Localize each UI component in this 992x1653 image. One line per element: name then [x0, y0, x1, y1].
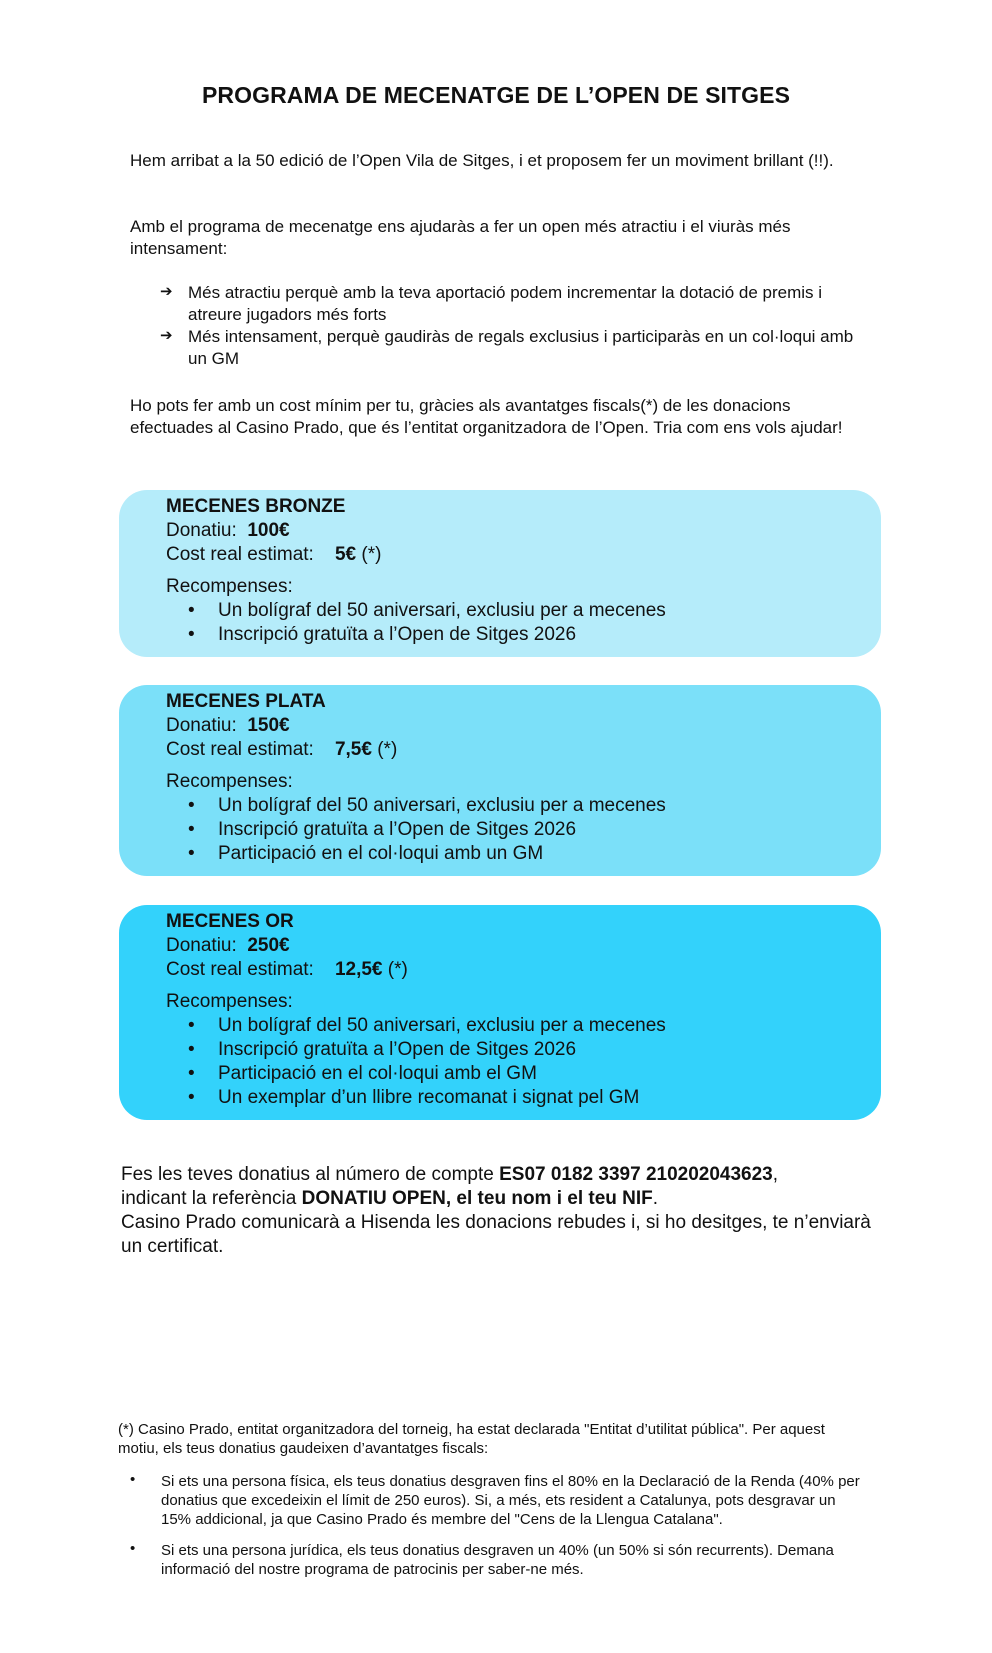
cost-label: Cost real estimat:: [166, 959, 314, 980]
donation-amount: 100€: [247, 520, 290, 541]
payment-text: Fes les teves donatius al número de compte: [121, 1164, 500, 1185]
reward-item: [166, 1062, 871, 1086]
bank-account: ES07 0182 3397 210202043623: [499, 1164, 773, 1185]
intro-text-2: Amb el programa de mecenatge ens ajudaràs a fer un open més atractiu i el viuràs més intensament:: [130, 217, 791, 258]
reward-text: Inscripció gratuïta a l’Open de Sitges 2026: [218, 819, 577, 840]
reward-item: [166, 1014, 871, 1038]
rewards-list: [166, 599, 871, 647]
bullet-icon: •: [188, 600, 195, 621]
reward-text: Participació en el col·loqui amb el GM: [218, 1063, 537, 1084]
payment-text: indicant la referència: [121, 1188, 302, 1209]
footnote: [118, 1420, 863, 1591]
reward-text: Inscripció gratuïta a l’Open de Sitges 2026: [218, 624, 577, 645]
arrow-icon: ➔: [160, 327, 173, 344]
cost-label: Cost real estimat:: [166, 739, 314, 760]
bullet-icon: •: [130, 1471, 136, 1488]
donation-amount: 150€: [247, 715, 290, 736]
donation-label: Donatiu:: [166, 935, 237, 956]
intro-paragraph-1: [130, 150, 875, 172]
bullet-icon: •: [188, 624, 195, 645]
payment-line-3: Casino Prado comunicarà a Hisenda les donacions rebudes i, si ho desitges, te n’enviarà un certificat.: [121, 1212, 871, 1257]
bullet-icon: •: [188, 1063, 195, 1084]
asterisk-note: (*): [387, 959, 408, 980]
bullet-icon: •: [188, 1087, 195, 1108]
bullet-icon: •: [188, 1015, 195, 1036]
asterisk-note: (*): [361, 544, 382, 565]
payment-line-2: [121, 1187, 881, 1211]
donation-label: Donatiu:: [166, 715, 237, 736]
reward-item: [166, 794, 871, 818]
tier-name: MECENES OR: [166, 911, 294, 932]
reward-item: [166, 599, 871, 623]
intro-bullet: [160, 326, 870, 370]
reward-item: [166, 818, 871, 842]
intro-paragraph-2: [130, 216, 875, 260]
reward-text: Un bolígraf del 50 aniversari, exclusiu per a mecenes: [218, 600, 666, 621]
rewards-label: Recompenses:: [166, 991, 293, 1012]
footnote-list: [118, 1472, 863, 1579]
reward-text: Un exemplar d’un llibre recomanat i signat pel GM: [218, 1087, 640, 1108]
intro-bullet-text: Més atractiu perquè amb la teva aportació podem incrementar la dotació de premis i atreure jugadors més forts: [188, 283, 823, 324]
footnote-intro: (*) Casino Prado, entitat organitzadora del torneig, ha estat declarada "Entitat d’utilitat pública". Per aquest motiu, els teus donatius gaudeixen d’avantatges fiscals:: [118, 1421, 825, 1457]
bullet-icon: •: [188, 819, 195, 840]
cost-amount: 12,5€: [334, 959, 383, 980]
intro-paragraph-3: [130, 395, 875, 439]
intro-text-3: Ho pots fer amb un cost mínim per tu, gràcies als avantatges fiscals(*) de les donacions efectuades al Casino Prado, que és l’entitat organitzadora de l’Open. Tria com ens vols ajudar!: [130, 396, 843, 437]
footnote-item: [118, 1541, 863, 1579]
bullet-icon: •: [188, 795, 195, 816]
footnote-text: Si ets una persona física, els teus donatius desgraven fins el 80% en la Declaració de la Renda (40% per donatius que excedeixin el límit de 250 euros). Si, a més, ets resident a Catalunya, pots desgravar un 15% addicional, ja que Casino Prado és membre del "Cens de la Llengua Catalana".: [161, 1473, 860, 1528]
reward-text: Un bolígraf del 50 aniversari, exclusiu per a mecenes: [218, 1015, 666, 1036]
reward-text: Participació en el col·loqui amb un GM: [218, 843, 544, 864]
cost-line: [166, 738, 871, 762]
reward-item: [166, 1086, 871, 1110]
donation-line: [166, 714, 871, 738]
tier-name: MECENES PLATA: [166, 691, 326, 712]
footnote-text: Si ets una persona jurídica, els teus donatius desgraven un 40% (un 50% si són recurrents). Demana informació del nostre programa de patrocinis per saber-ne més.: [161, 1542, 834, 1578]
reward-item: [166, 623, 871, 647]
tier-card-or: [119, 905, 881, 1120]
intro-bullet-list: [160, 282, 870, 370]
cost-line: [166, 958, 871, 982]
intro-text-1: Hem arribat a la 50 edició de l’Open Vila de Sitges, i et proposem fer un moviment brillant (!!).: [130, 151, 834, 170]
tier-name: MECENES BRONZE: [166, 496, 346, 517]
cost-label: Cost real estimat:: [166, 544, 314, 565]
payment-text: .: [652, 1188, 659, 1209]
page-title: PROGRAMA DE MECENATGE DE L’OPEN DE SITGES: [201, 82, 791, 108]
rewards-label: Recompenses:: [166, 576, 293, 597]
bullet-icon: •: [130, 1540, 136, 1557]
reward-item: [166, 1038, 871, 1062]
footnote-item: [118, 1472, 863, 1529]
intro-bullet-text: Més intensament, perquè gaudiràs de regals exclusius i participaràs en un col·loqui amb un GM: [188, 327, 854, 368]
rewards-label: Recompenses:: [166, 771, 293, 792]
payment-instructions: [121, 1163, 881, 1259]
reward-text: Inscripció gratuïta a l’Open de Sitges 2026: [218, 1039, 577, 1060]
rewards-list: [166, 794, 871, 866]
donation-line: [166, 934, 871, 958]
bullet-icon: •: [188, 1039, 195, 1060]
asterisk-note: (*): [377, 739, 398, 760]
payment-text: ,: [772, 1164, 779, 1185]
reward-text: Un bolígraf del 50 aniversari, exclusiu per a mecenes: [218, 795, 666, 816]
payment-line-1: [121, 1163, 881, 1187]
donation-label: Donatiu:: [166, 520, 237, 541]
intro-bullet: [160, 282, 870, 326]
reward-item: [166, 842, 871, 866]
payment-reference: DONATIU OPEN, el teu nom i el teu NIF: [301, 1188, 653, 1209]
arrow-icon: ➔: [160, 283, 173, 300]
donation-line: [166, 519, 871, 543]
cost-line: [166, 543, 871, 567]
donation-amount: 250€: [247, 935, 290, 956]
cost-amount: 5€: [334, 544, 357, 565]
tier-card-bronze: [119, 490, 881, 657]
cost-amount: 7,5€: [334, 739, 372, 760]
tier-card-plata: [119, 685, 881, 876]
bullet-icon: •: [188, 843, 195, 864]
rewards-list: [166, 1014, 871, 1110]
